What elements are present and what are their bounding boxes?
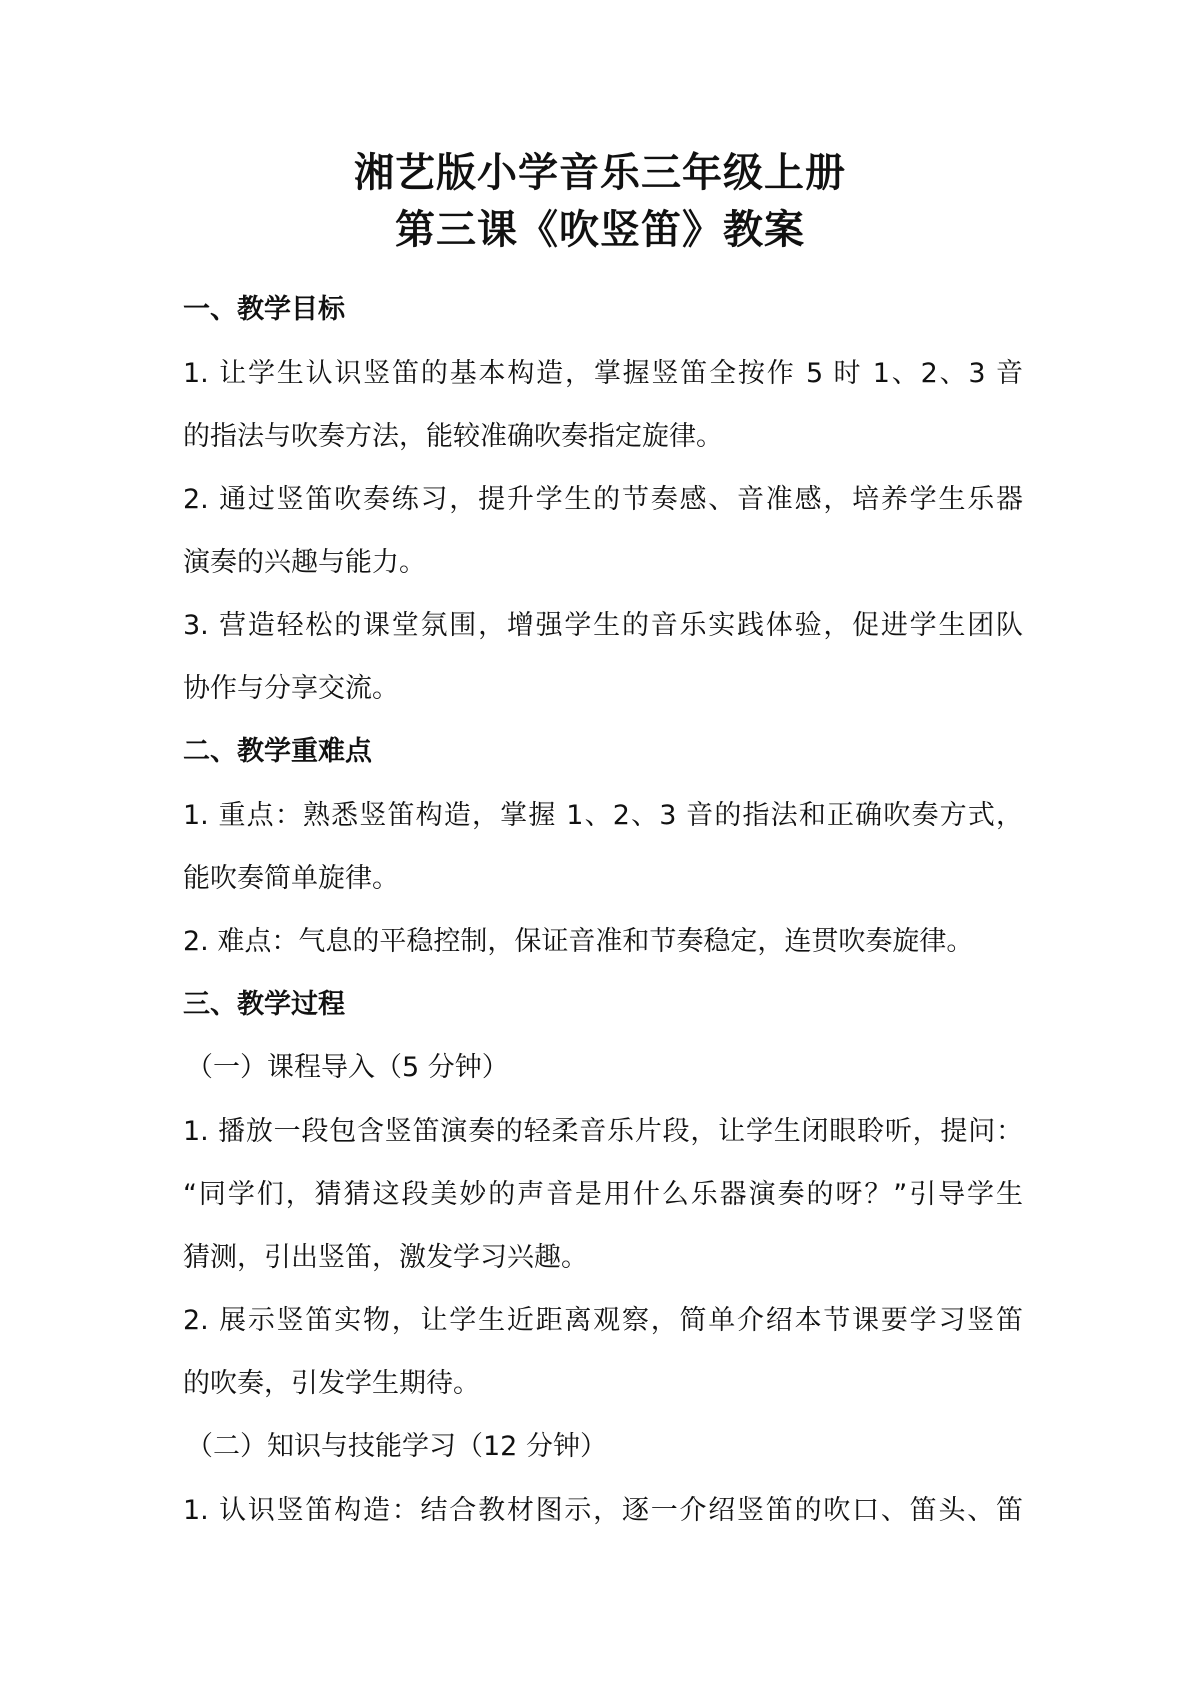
paragraph-line: 2. 展示竖笛实物，让学生近距离观察，简单介绍本节课要学习竖笛 (183, 1305, 1023, 1336)
subsection-heading: （二）知识与技能学习（12 分钟） (186, 1431, 607, 1462)
section-heading-process: 三、教学过程 (183, 989, 345, 1020)
section-heading-objectives: 一、教学目标 (183, 294, 345, 325)
paragraph-line: 的吹奏，引发学生期待。 (183, 1368, 480, 1399)
paragraph-line: 的指法与吹奏方法，能较准确吹奏指定旋律。 (183, 421, 723, 452)
document-title-line2: 第三课《吹竖笛》教案 (395, 206, 805, 253)
paragraph-line: “同学们，猜猜这段美妙的声音是用什么乐器演奏的呀？”引导学生 (183, 1179, 1023, 1210)
paragraph-line: 1. 播放一段包含竖笛演奏的轻柔音乐片段，让学生闭眼聆听，提问： (183, 1116, 1023, 1147)
section-heading-key-points: 二、教学重难点 (183, 736, 372, 767)
paragraph-line: 2. 难点：气息的平稳控制，保证音准和节奏稳定，连贯吹奏旋律。 (183, 926, 974, 957)
paragraph-line: 协作与分享交流。 (183, 673, 399, 704)
paragraph-line: 3. 营造轻松的课堂氛围，增强学生的音乐实践体验，促进学生团队 (183, 610, 1023, 641)
paragraph-line: 演奏的兴趣与能力。 (183, 547, 426, 578)
paragraph-line: 1. 让学生认识竖笛的基本构造，掌握竖笛全按作 5 时 1、2、3 音 (183, 358, 1023, 389)
document-title-line1: 湘艺版小学音乐三年级上册 (354, 149, 846, 196)
subsection-heading: （一）课程导入（5 分钟） (186, 1052, 509, 1083)
paragraph-line: 1. 重点：熟悉竖笛构造，掌握 1、2、3 音的指法和正确吹奏方式， (183, 800, 1023, 831)
paragraph-line: 猜测，引出竖笛，激发学习兴趣。 (183, 1242, 588, 1273)
paragraph-line: 2. 通过竖笛吹奏练习，提升学生的节奏感、音准感，培养学生乐器 (183, 484, 1023, 515)
paragraph-line: 能吹奏简单旋律。 (183, 863, 399, 894)
paragraph-line: 1. 认识竖笛构造：结合教材图示，逐一介绍竖笛的吹口、笛头、笛 (183, 1495, 1023, 1526)
